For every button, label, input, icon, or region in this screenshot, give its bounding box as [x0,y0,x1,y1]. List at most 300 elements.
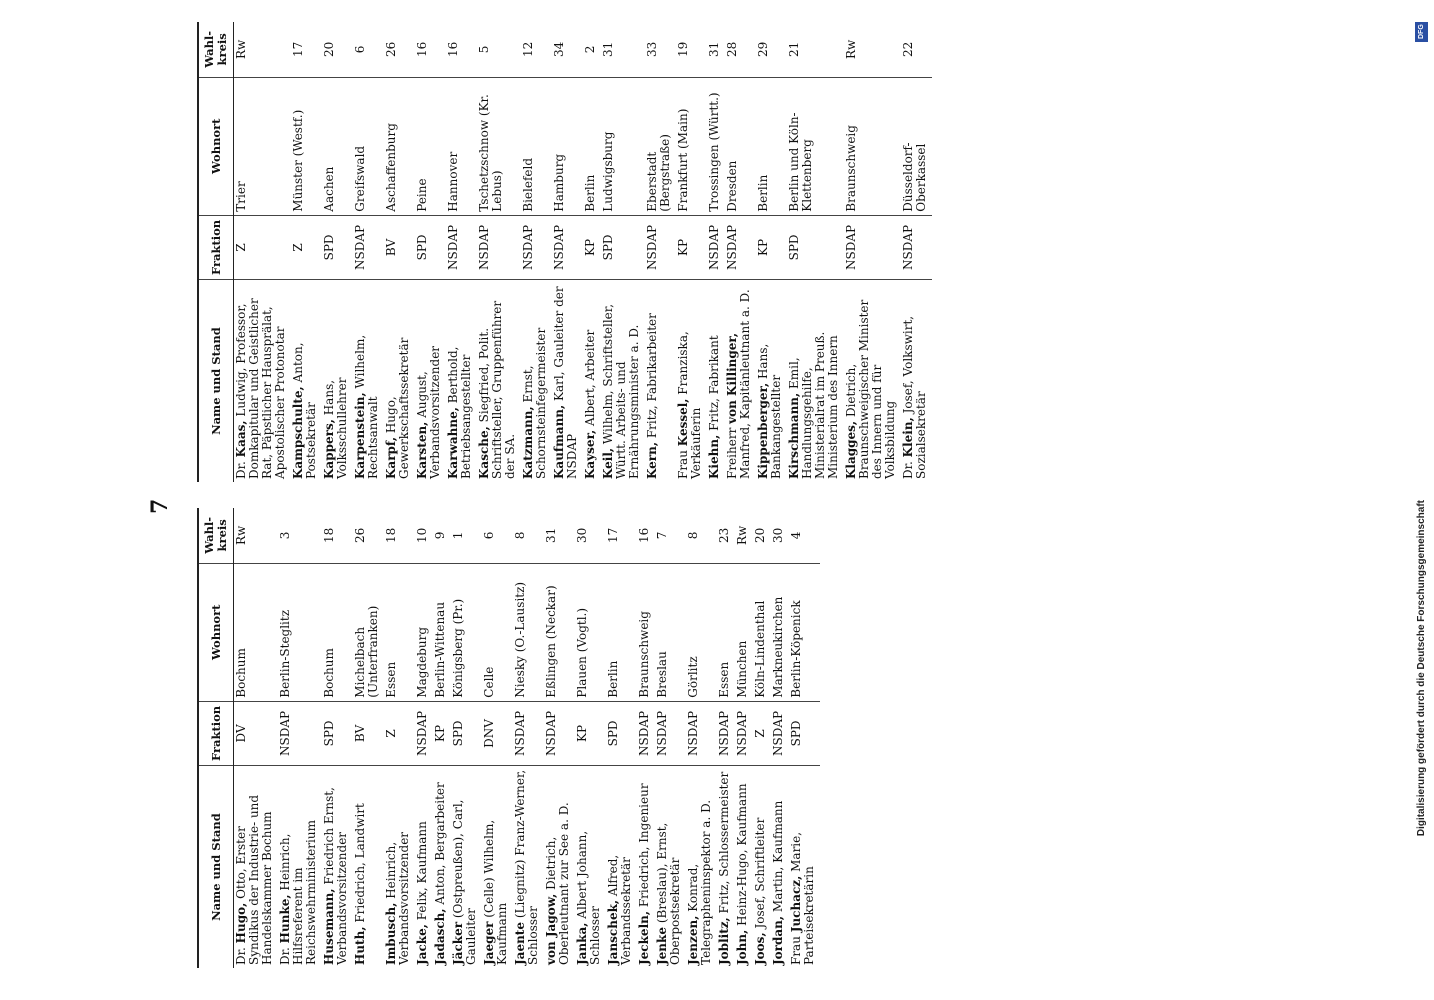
member-details: Wilhelm, Schriftsteller, Württ. Arbeits- und Ernährungsminister a. D. [601,303,641,479]
table-row [234,508,279,968]
wahlkreis-cell: 31 [544,508,575,563]
table-row [521,22,552,482]
member-details: Marie, Parteisekretärin [789,831,816,965]
member-name-cell [451,766,482,968]
member-surname: Kiehn, [707,434,721,479]
member-surname: Karwahne, [446,407,460,479]
wahlkreis-cell: 1 [451,508,482,563]
fraktion-cell: SPD [606,701,637,765]
member-details: Konrad, Telegrapheninspektor a. D. [686,799,713,965]
member-surname: Jacke, [415,924,429,965]
fraktion-cell: SPD [789,701,820,765]
member-name-cell [234,766,279,968]
fraktion-cell: SPD [787,215,844,279]
member-surname: Jenke [655,927,669,965]
wohnort-cell: Dresden [725,77,756,215]
member-surname: Katzmann, [521,406,535,479]
table-row [583,22,601,482]
header-wahlkreis: Wahl-kreis [198,508,234,563]
member-surname: Imbusch, [384,902,398,965]
member-details: Heinz-Hugo, Kaufmann [735,783,749,926]
table-row [601,22,645,482]
member-surname: Hunke, [278,894,292,944]
wahlkreis-cell: 23 [717,508,735,563]
member-prefix: Freiherr [725,427,739,479]
member-surname: Karsten, [415,421,429,479]
member-surname: von Killinger, [725,332,739,424]
member-details: Fritz, Fabrikarbeiter [645,313,659,439]
table-row [415,22,446,482]
member-details: Berthold, Betriebsangestellter [446,346,473,479]
member-surname: Janka, [575,922,589,965]
wahlkreis-cell: 6 [482,508,513,563]
wohnort-cell: München [735,563,753,701]
wahlkreis-cell: Rw [234,508,279,563]
member-details: Franziska, Verkäuferin [676,331,703,479]
member-surname: von Jagow, [544,893,558,965]
member-details: Wilhelm, Rechtsanwalt [353,334,380,479]
wohnort-cell: Trier [234,77,292,215]
header-fraktion: Fraktion [198,701,234,765]
member-name-cell [676,280,707,482]
member-name-cell [725,280,756,482]
wahlkreis-cell: 21 [787,22,844,77]
wahlkreis-cell: 20 [753,508,771,563]
wohnort-cell: Peine [415,77,446,215]
member-details: Friedrich Ernst, Verbandsvorsitzender [322,787,349,965]
member-name-cell [707,280,725,482]
wahlkreis-cell: 5 [477,22,521,77]
fraktion-cell: Z [291,215,322,279]
wahlkreis-cell: 29 [756,22,787,77]
fraktion-cell: NSDAP [544,701,575,765]
wahlkreis-cell: 26 [384,22,415,77]
member-name-cell [544,766,575,968]
member-name-cell [415,280,446,482]
member-surname: Jeckeln, [637,910,651,965]
member-details: Dietrich, Oberleutnant zur See a. D. [544,802,571,965]
member-details: Manfred, Kapitänleutnant a. D. [738,289,752,479]
table-row [686,508,717,968]
member-details: Hugo, Gewerkschaftssekretär [384,337,411,479]
member-name-cell [583,280,601,482]
wahlkreis-cell: 3 [278,508,322,563]
wohnort-cell: Düsseldorf-Oberkassel [901,77,932,215]
page-number: 7 [147,498,173,514]
wahlkreis-cell: 12 [521,22,552,77]
member-surname: Joos, [753,932,767,965]
wohnort-cell: Köln-Lindenthal [753,563,771,701]
wohnort-cell: Magdeburg [415,563,433,701]
member-name-cell [756,280,787,482]
wahlkreis-cell: 19 [676,22,707,77]
member-name-cell [606,766,637,968]
wahlkreis-cell: 8 [513,508,544,563]
table-row [901,22,932,482]
wahlkreis-cell: 26 [353,508,384,563]
member-name-cell [601,280,645,482]
member-name-cell [353,280,384,482]
wohnort-cell: Hannover [446,77,477,215]
wahlkreis-cell: 30 [771,508,789,563]
left-table-body [234,508,821,968]
member-surname: Joblitz, [717,917,731,965]
member-details: Ludwig, Professor, Domkapitular und Geistlicher Rat, Päpstlicher Hausprälat, Apostolischer Protonotar [234,298,287,479]
wahlkreis-cell: Rw [234,22,292,77]
wohnort-cell: Aschaffenburg [384,77,415,215]
member-name-cell [753,766,771,968]
table-row [707,22,725,482]
member-surname: Kaas, [234,420,248,458]
wahlkreis-cell: 18 [384,508,415,563]
table-row [353,508,384,968]
wahlkreis-cell: 28 [725,22,756,77]
fraktion-cell: NSDAP [353,215,384,279]
table-row [575,508,606,968]
wohnort-cell: Berlin-Steglitz [278,563,322,701]
wohnort-cell: Braunschweig [637,563,655,701]
fraktion-cell: NSDAP [901,215,932,279]
wahlkreis-cell: 34 [552,22,583,77]
wohnort-cell: Görlitz [686,563,717,701]
member-name-cell [789,766,820,968]
wahlkreis-cell: 17 [606,508,637,563]
table-row [655,508,686,968]
member-surname: Jäcker [451,921,465,965]
member-details: Josef, Schriftleiter [753,817,767,929]
wohnort-cell: Markneukirchen [771,563,789,701]
fraktion-cell: Z [384,701,415,765]
member-name-cell [415,766,433,968]
member-details: Albert, Arbeiter [583,329,597,426]
member-name-cell [844,280,901,482]
fraktion-cell: DV [234,701,279,765]
member-surname: Kirschmann, [787,392,801,479]
wohnort-cell: Berlin [756,77,787,215]
wahlkreis-cell: 31 [707,22,725,77]
digitization-stamp [1416,10,1432,990]
header-wohnort: Wohnort [198,77,234,215]
member-details: Dietrich, Braunschweigischer Minister des Innern und für Volksbildung [844,299,897,479]
wahlkreis-cell: Rw [844,22,901,77]
wahlkreis-cell: 10 [415,508,433,563]
member-name-cell [322,280,353,482]
table-row [278,508,322,968]
fraktion-cell: SPD [415,215,446,279]
wahlkreis-cell: 17 [291,22,322,77]
wohnort-cell: Trossingen (Württ.) [707,77,725,215]
wohnort-cell: Berlin-Wittenau [433,563,451,701]
member-details: Albert Johann, Schlosser [575,830,602,965]
wohnort-cell: Bielefeld [521,77,552,215]
table-row [735,508,753,968]
member-name-cell [901,280,932,482]
member-prefix: Frau [789,936,803,965]
member-surname: Huth, [353,926,367,965]
member-name-cell [655,766,686,968]
member-name-cell [645,280,676,482]
fraktion-cell: NSDAP [645,215,676,279]
table-row [753,508,771,968]
member-details: (Liegnitz) Franz-Werner, Schlosser [513,769,540,965]
member-details: Karl, Gauleiter der NSDAP [552,286,579,479]
member-details: Friedrich, Ingenieur [637,783,651,908]
wahlkreis-cell: 7 [655,508,686,563]
member-surname: John, [735,929,749,965]
member-details: Heinrich, Hilfsreferent im Reichswehrministerium [278,820,318,965]
fraktion-cell: NSDAP [735,701,753,765]
wohnort-cell: Breslau [655,563,686,701]
wohnort-cell: Ludwigsburg [601,77,645,215]
table-row [446,22,477,482]
member-surname: Kayser, [583,429,597,479]
table-row [645,22,676,482]
fraktion-cell: NSDAP [655,701,686,765]
table-row [477,22,521,482]
wohnort-cell: Celle [482,563,513,701]
fraktion-cell: NSDAP [415,701,433,765]
wohnort-cell: Michelbach (Unterfranken) [353,563,384,701]
member-name-cell [686,766,717,968]
fraktion-cell: KP [583,215,601,279]
table-row [234,22,292,482]
member-name-cell [513,766,544,968]
table-row [789,508,820,968]
table-row [606,508,637,968]
fraktion-cell: SPD [451,701,482,765]
table-row [787,22,844,482]
member-details: (Celle) Wilhelm, Kaufmann [482,819,509,965]
fraktion-cell: NSDAP [717,701,735,765]
member-name-cell [234,280,292,482]
fraktion-cell: SPD [601,215,645,279]
wahlkreis-cell: 22 [901,22,932,77]
wohnort-cell: Greifswald [353,77,384,215]
member-details: Alfred, Verbandssekretär [606,854,633,965]
wohnort-cell: Plauen (Vogtl.) [575,563,606,701]
member-prefix: Dr. [901,461,915,479]
member-name-cell [353,766,384,968]
member-details: Anton, Postsekretär [291,342,318,479]
member-name-cell [521,280,552,482]
member-details: (Breslau), Ernst, Oberpostsekretär [655,822,682,965]
wohnort-cell: Bochum [322,563,353,701]
table-row [384,22,415,482]
fraktion-cell: KP [433,701,451,765]
table-row [482,508,513,968]
table-row [676,22,707,482]
member-surname: Klagges, [844,420,858,479]
member-name-cell [735,766,753,968]
fraktion-cell: NSDAP [513,701,544,765]
member-details: Martin, Kaufmann [771,800,785,913]
fraktion-cell: NSDAP [844,215,901,279]
wahlkreis-cell: 18 [322,508,353,563]
member-name-cell [717,766,735,968]
wahlkreis-cell: 33 [645,22,676,77]
fraktion-cell: DNV [482,701,513,765]
wahlkreis-cell: 8 [686,508,717,563]
member-name-cell [384,766,415,968]
member-details: Hans, Bankangestellter [756,343,783,479]
wohnort-cell: Eßlingen (Neckar) [544,563,575,701]
member-details: Friedrich, Landwirt [353,803,367,923]
member-details: Josef, Volkswirt, Sozialsekretär [901,315,928,479]
table-row [322,508,353,968]
table-row [725,22,756,482]
table-row [513,508,544,968]
member-name-cell [637,766,655,968]
member-prefix: Dr. [234,947,248,965]
member-name-cell [446,280,477,482]
fraktion-cell: NSDAP [278,701,322,765]
fraktion-cell: NSDAP [637,701,655,765]
member-surname: Jaeger [482,921,496,965]
fraktion-cell: NSDAP [446,215,477,279]
fraktion-cell: NSDAP [725,215,756,279]
member-details: Anton, Bergarbeiter [433,782,447,905]
table-row [717,508,735,968]
member-surname: Hugo, [234,902,248,944]
member-surname: Janschek, [606,899,620,965]
member-details: Fritz, Fabrikant [707,335,721,431]
table-row [384,508,415,968]
table-row [415,508,433,968]
member-name-cell [482,766,513,968]
wohnort-cell: Tschetzschnow (Kr. Lebus) [477,77,521,215]
member-surname: Kaufmann, [552,404,566,479]
wohnort-cell: Niesky (O.-Lausitz) [513,563,544,701]
member-surname: Kessel, [676,398,690,447]
fraktion-cell: BV [353,701,384,765]
table-row [552,22,583,482]
member-prefix: Dr. [278,947,292,965]
wohnort-cell: Essen [717,563,735,701]
member-surname: Husemann, [322,888,336,965]
fraktion-cell: NSDAP [521,215,552,279]
member-details: Emil, Handlungsgehilfe, Ministerialrat im Preuß. Ministerium des Innern [787,331,840,479]
wohnort-cell: Berlin [583,77,601,215]
header-name: Name und Stand [198,280,234,482]
wahlkreis-cell: 9 [433,508,451,563]
wohnort-cell: Berlin und Köln-Klettenberg [787,77,844,215]
member-name-cell [433,766,451,968]
member-name-cell [787,280,844,482]
member-details: Felix, Kaufmann [415,821,429,921]
dfg-logo: DFG [1415,22,1428,42]
wohnort-cell: Essen [384,563,415,701]
table-row [451,508,482,968]
member-name-cell [278,766,322,968]
member-name-cell [552,280,583,482]
member-details: Siegfried, Polit. Schriftsteller, Gruppenführer der SA. [477,300,517,479]
fraktion-cell: KP [756,215,787,279]
wahlkreis-cell: 16 [415,22,446,77]
table-row [322,22,353,482]
member-details: August, Verbandsvorsitzender [415,345,442,479]
fraktion-cell: Z [234,215,292,279]
member-surname: Kippenberger, [756,382,770,479]
member-surname: Juchacz, [789,875,803,933]
fraktion-cell: SPD [322,701,353,765]
table-row [844,22,901,482]
member-surname: Jordan, [771,915,785,965]
member-details: Hans, Volksschullehrer [322,377,349,479]
member-surname: Klein, [901,417,915,458]
fraktion-cell: KP [575,701,606,765]
wahlkreis-cell: 30 [575,508,606,563]
member-surname: Jadasch, [433,908,447,965]
table-row [544,508,575,968]
wohnort-cell: Frankfurt (Main) [676,77,707,215]
wohnort-cell: Hamburg [552,77,583,215]
table-row [353,22,384,482]
member-name-cell [291,280,322,482]
member-surname: Kappers, [322,419,336,479]
member-prefix: Frau [676,450,690,479]
member-surname: Kern, [645,441,659,479]
member-name-cell [322,766,353,968]
member-surname: Karpenstein, [353,392,367,479]
member-name-cell [477,280,521,482]
member-prefix: Dr. [234,461,248,479]
wohnort-cell: Eberstadt (Bergstraße) [645,77,676,215]
wohnort-cell: Aachen [322,77,353,215]
fraktion-cell: Z [753,701,771,765]
wohnort-cell: Münster (Westf.) [291,77,322,215]
member-details: Otto, Erster Syndikus der Industrie- und Handelskammer Bochum [234,794,274,965]
member-name-cell [575,766,606,968]
member-surname: Jenzen, [686,915,700,965]
member-name-cell [771,766,789,968]
fraktion-cell: KP [676,215,707,279]
fraktion-cell: SPD [322,215,353,279]
table-row [756,22,787,482]
wohnort-cell: Königsberg (Pr.) [451,563,482,701]
wohnort-cell: Berlin-Köpenick [789,563,820,701]
table-row [433,508,451,968]
wohnort-cell: Bochum [234,563,279,701]
fraktion-cell: NSDAP [477,215,521,279]
table-row [291,22,322,482]
wahlkreis-cell: Rw [735,508,753,563]
fraktion-cell: NSDAP [707,215,725,279]
fraktion-cell: NSDAP [686,701,717,765]
table-row [637,508,655,968]
wahlkreis-cell: 6 [353,22,384,77]
wahlkreis-cell: 16 [446,22,477,77]
wohnort-cell: Braunschweig [844,77,901,215]
header-wahlkreis: Wahl-kreis [198,22,234,77]
wahlkreis-cell: 16 [637,508,655,563]
wahlkreis-cell: 20 [322,22,353,77]
member-surname: Jaente [513,922,527,965]
document-page [67,10,1367,990]
wohnort-cell: Berlin [606,563,637,701]
right-table-body [234,22,933,482]
member-details: Fritz, Schlossermeister [717,771,731,914]
wahlkreis-cell: 4 [789,508,820,563]
wahlkreis-cell: 2 [583,22,601,77]
member-name-cell [384,280,415,482]
fraktion-cell: BV [384,215,415,279]
left-column-table [197,508,1327,968]
member-details: Ernst, Schornsteinfegermeister [521,327,548,479]
table-row [771,508,789,968]
member-surname: Kasche, [477,426,491,479]
header-wohnort: Wohnort [198,563,234,701]
member-surname: Kampschulte, [291,386,305,479]
